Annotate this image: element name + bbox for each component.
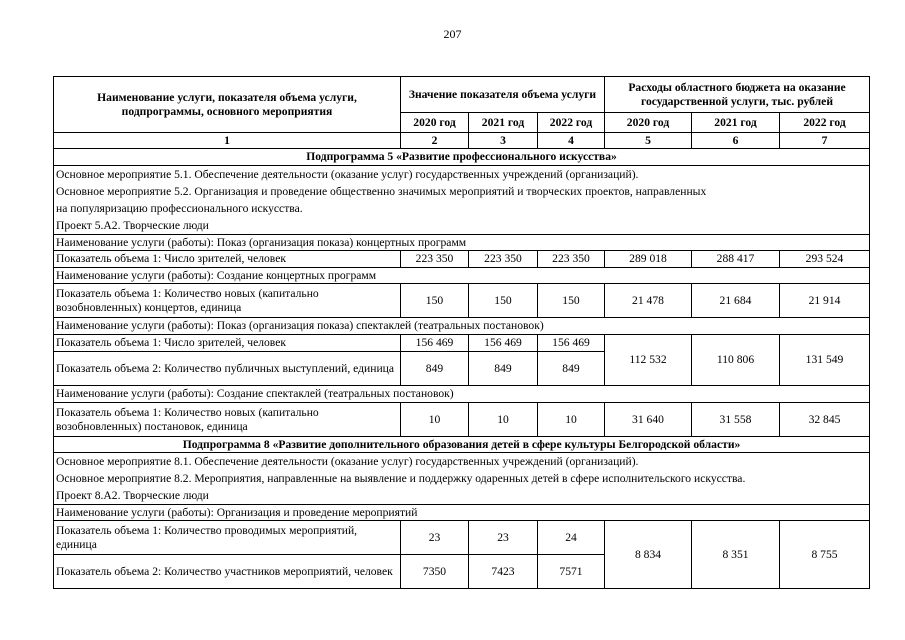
budget-cell: 112 532 (605, 335, 692, 386)
indicator-row (54, 403, 870, 437)
indicator-label: Показатель объема 2: Количество участников мероприятий, человек (54, 555, 401, 589)
service-name: Наименование услуги (работы): Организация и проведение мероприятий (54, 505, 870, 521)
value-cell: 156 469 (401, 335, 469, 352)
budget-cell: 21 914 (780, 284, 870, 318)
measures-row (54, 453, 870, 505)
header-year: 2022 год (538, 113, 605, 133)
budget-cell: 31 640 (605, 403, 692, 437)
measures-cell (54, 453, 870, 505)
column-number: 5 (605, 133, 692, 149)
column-number: 4 (538, 133, 605, 149)
budget-table (53, 76, 870, 589)
header-budget-group: Расходы областного бюджета на оказание государственной услуги, тыс. рублей (605, 77, 870, 113)
value-cell: 150 (401, 284, 469, 318)
service-name: Наименование услуги (работы): Создание спектаклей (театральных постановок) (54, 386, 870, 403)
value-cell: 223 350 (469, 251, 538, 268)
value-cell: 10 (401, 403, 469, 437)
column-number: 3 (469, 133, 538, 149)
value-cell: 10 (469, 403, 538, 437)
indicator-label: Показатель объема 1: Число зрителей, человек (54, 335, 401, 352)
measure-line: Основное мероприятие 5.1. Обеспечение деятельности (оказание услуг) государственных учреждений (организаций). (56, 168, 639, 181)
value-cell: 156 469 (538, 335, 605, 352)
service-row (54, 318, 870, 335)
indicator-label: Показатель объема 1: Количество проводимых мероприятий, единица (54, 521, 401, 555)
budget-cell: 8 351 (692, 521, 780, 589)
header-year: 2020 год (605, 113, 692, 133)
page-number: 207 (443, 27, 462, 41)
service-name: Наименование услуги (работы): Показ (организация показа) спектаклей (театральных постановок) (54, 318, 870, 335)
service-row (54, 235, 870, 251)
value-cell: 223 350 (401, 251, 469, 268)
service-name: Наименование услуги (работы): Создание концертных программ (54, 268, 870, 284)
value-cell: 10 (538, 403, 605, 437)
column-number-row (54, 133, 870, 149)
measure-line: Основное мероприятие 8.2. Мероприятия, направленные на выявление и поддержку одаренных детей в сфере исполнительского искусства. (56, 472, 746, 485)
header-year: 2022 год (780, 113, 870, 133)
indicator-row (54, 251, 870, 268)
value-cell: 849 (538, 352, 605, 386)
indicator-row (54, 284, 870, 318)
service-row (54, 268, 870, 284)
budget-cell: 32 845 (780, 403, 870, 437)
section-row (54, 437, 870, 453)
indicator-label: Показатель объема 1: Количество новых (капитально возобновленных) концертов, единица (54, 284, 401, 318)
service-row (54, 505, 870, 521)
column-number: 1 (54, 133, 401, 149)
header-volume-group: Значение показателя объема услуги (401, 77, 605, 113)
measures-cell (54, 166, 870, 235)
indicator-label: Показатель объема 1: Количество новых (капитально возобновленных) постановок, единица (54, 403, 401, 437)
value-cell: 23 (401, 521, 469, 555)
value-cell: 150 (538, 284, 605, 318)
header-row (54, 77, 870, 113)
budget-cell: 8 834 (605, 521, 692, 589)
measure-line: на популяризацию профессионального искусства. (56, 202, 303, 215)
value-cell: 24 (538, 521, 605, 555)
column-number: 7 (780, 133, 870, 149)
budget-cell: 288 417 (692, 251, 780, 268)
value-cell: 156 469 (469, 335, 538, 352)
indicator-label: Показатель объема 2: Количество публичных выступлений, единица (54, 352, 401, 386)
header-year: 2021 год (692, 113, 780, 133)
measure-line: Основное мероприятие 8.1. Обеспечение деятельности (оказание услуг) государственных учреждений (организаций). (56, 455, 639, 468)
value-cell: 223 350 (538, 251, 605, 268)
subprogram-title: Подпрограмма 8 «Развитие дополнительного образования детей в сфере культуры Белгородской области» (54, 437, 870, 453)
measures-row (54, 166, 870, 235)
header-name-cell: Наименование услуги, показателя объема услуги, подпрограммы, основного мероприятия (54, 77, 401, 133)
column-number: 2 (401, 133, 469, 149)
budget-cell: 31 558 (692, 403, 780, 437)
budget-cell: 21 684 (692, 284, 780, 318)
column-number: 6 (692, 133, 780, 149)
value-cell: 7423 (469, 555, 538, 589)
indicator-row (54, 521, 870, 555)
value-cell: 849 (469, 352, 538, 386)
service-row (54, 386, 870, 403)
budget-cell: 21 478 (605, 284, 692, 318)
value-cell: 150 (469, 284, 538, 318)
value-cell: 7571 (538, 555, 605, 589)
value-cell: 849 (401, 352, 469, 386)
indicator-row (54, 335, 870, 352)
service-name: Наименование услуги (работы): Показ (организация показа) концертных программ (54, 235, 870, 251)
budget-cell: 110 806 (692, 335, 780, 386)
measure-line: Основное мероприятие 5.2. Организация и проведение общественно значимых мероприятий и творческих проектов, направленных (56, 185, 707, 198)
header-year: 2021 год (469, 113, 538, 133)
measure-line: Проект 8.А2. Творческие люди (56, 489, 209, 502)
measure-line: Проект 5.А2. Творческие люди (56, 219, 209, 232)
budget-cell: 131 549 (780, 335, 870, 386)
value-cell: 23 (469, 521, 538, 555)
subprogram-title: Подпрограмма 5 «Развитие профессионального искусства» (54, 149, 870, 166)
budget-cell: 289 018 (605, 251, 692, 268)
budget-cell: 293 524 (780, 251, 870, 268)
budget-cell: 8 755 (780, 521, 870, 589)
indicator-label: Показатель объема 1: Число зрителей, человек (54, 251, 401, 268)
value-cell: 7350 (401, 555, 469, 589)
header-year: 2020 год (401, 113, 469, 133)
section-row (54, 149, 870, 166)
